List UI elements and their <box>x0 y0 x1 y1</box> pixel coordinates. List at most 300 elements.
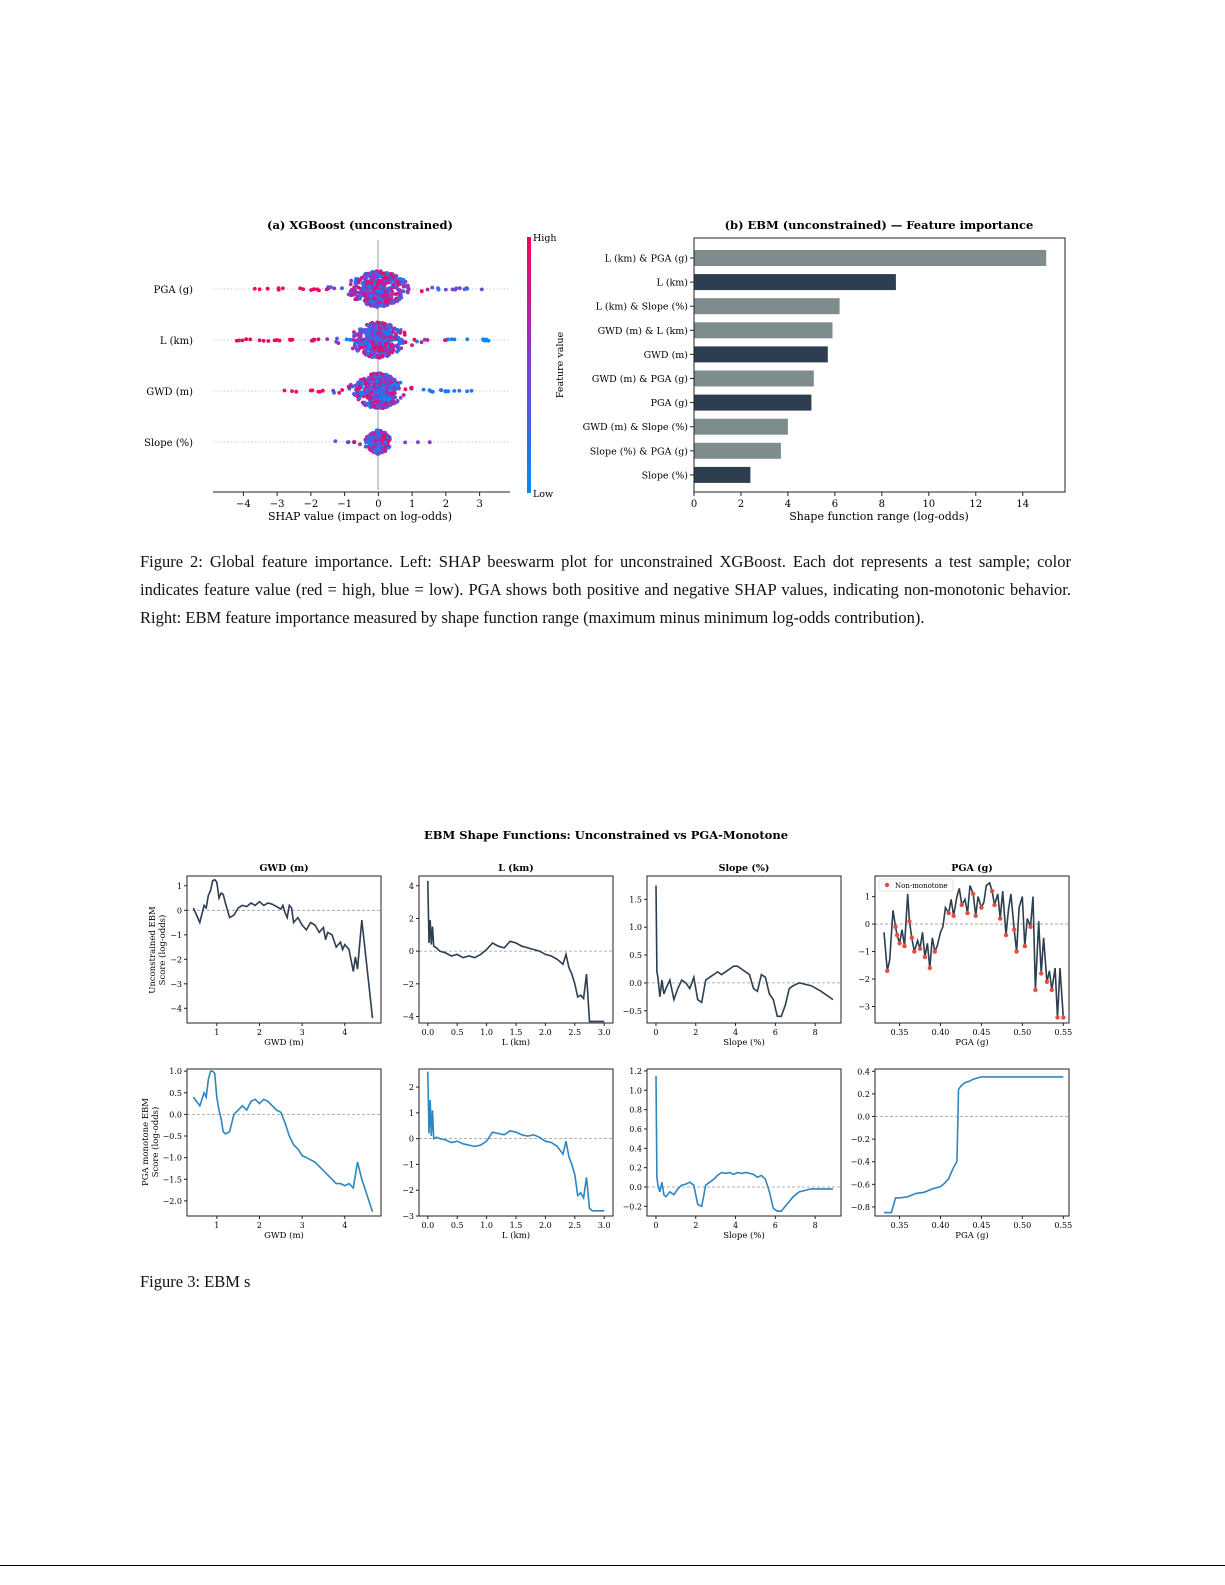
panel-xlabel: GWD (m) <box>264 1231 304 1241</box>
non-monotone-marker <box>928 966 932 970</box>
non-monotone-marker <box>1028 925 1032 929</box>
feature-label: GWD (m) <box>146 387 193 398</box>
figure-2-caption-text: Global feature importance. Left: SHAP beeswarm plot for unconstrained XGBoost. Each dot represents a test sample; color indicates feature value (red = high, blue = low). PGA shows both positive and negative SHAP values, indicating non-monotonic behavior. Right: EBM feature importance measured by shape function range (maximum minus minimum log-odds contribution). <box>140 552 1072 627</box>
shap-dot <box>370 275 374 279</box>
figure-2-caption <box>140 548 1071 632</box>
shap-dot <box>407 286 411 290</box>
importance-category-label: PGA (g) <box>650 398 688 410</box>
shap-dot <box>383 335 387 339</box>
y-tick-label: −2 <box>402 979 414 989</box>
shap-dot <box>379 303 383 307</box>
shap-dot <box>355 383 359 387</box>
shap-dot <box>340 286 344 290</box>
shap-dot <box>368 330 372 334</box>
y-tick-label: −0.8 <box>850 1202 870 1212</box>
y-tick-label: −1 <box>858 947 870 957</box>
y-tick-label: 0.6 <box>629 1124 642 1134</box>
shap-dot <box>376 431 380 435</box>
shap-dot <box>371 323 375 327</box>
shap-dot <box>389 339 393 343</box>
x-tick-label: 2.0 <box>539 1221 552 1230</box>
shape-function-line <box>656 1076 833 1211</box>
shape-panel <box>623 1067 841 1241</box>
x-tick-label: 1.5 <box>509 1221 523 1230</box>
non-monotone-marker <box>947 911 951 915</box>
importance-bars <box>694 250 1046 483</box>
shap-dot <box>389 348 393 352</box>
shap-dot <box>356 332 360 336</box>
x-tick-label: 2 <box>256 1028 263 1037</box>
shap-dot <box>458 286 462 290</box>
shape-panel <box>851 1067 1073 1241</box>
x-tick-label: 1 <box>214 1028 220 1037</box>
shap-dot <box>355 387 359 391</box>
x-tick-label: 6 <box>772 1028 778 1037</box>
shap-dot <box>362 292 366 296</box>
x-tick-label: 0.40 <box>931 1221 950 1230</box>
shap-dot <box>258 338 262 342</box>
feature-label: Slope (%) <box>144 438 193 449</box>
x-tick-label: 0.40 <box>931 1028 950 1037</box>
x-tick-label: 3 <box>299 1028 305 1037</box>
shap-dot <box>372 404 376 408</box>
panel-xlabel: Slope (%) <box>723 1231 765 1241</box>
shap-dot <box>396 384 400 388</box>
x-tick-label: 0.45 <box>972 1028 991 1037</box>
importance-bar <box>694 467 750 483</box>
y-tick-label: 1.0 <box>169 1067 182 1077</box>
importance-bar <box>694 395 811 411</box>
shap-dot <box>383 403 387 407</box>
shap-dot <box>294 390 298 394</box>
shape-function-line <box>428 1072 604 1211</box>
feature-labels <box>144 285 193 449</box>
x-tick-label: 4 <box>732 1028 739 1037</box>
shap-dot <box>384 346 388 350</box>
shap-dot <box>381 282 385 286</box>
y-tick-label: 0.2 <box>629 1163 642 1173</box>
shap-dot <box>349 279 353 283</box>
figure-3-caption <box>140 1268 1071 1296</box>
row2-ylabel-line1: PGA monotone EBM <box>141 1097 151 1187</box>
shap-dot <box>403 333 407 337</box>
non-monotone-marker <box>1050 988 1054 992</box>
shap-dot <box>381 326 385 330</box>
shap-dot <box>309 389 313 393</box>
shap-dot <box>373 346 377 350</box>
shape-panel <box>163 1067 381 1241</box>
shap-dot <box>372 286 376 290</box>
y-tick-label: −0.6 <box>850 1180 870 1190</box>
shap-dot <box>281 286 285 290</box>
shap-dot <box>384 445 388 449</box>
x-tick-label: 0.50 <box>1013 1221 1032 1230</box>
shap-dot <box>358 442 362 446</box>
shap-dot <box>485 338 489 342</box>
shap-dot <box>345 338 349 342</box>
shap-dot <box>367 324 371 328</box>
shap-dot <box>372 372 376 376</box>
y-tick-label: 2 <box>408 914 414 924</box>
shape-panel <box>858 863 1072 1048</box>
non-monotone-marker <box>951 914 955 918</box>
shap-dot <box>347 385 351 389</box>
shap-dot <box>244 337 248 341</box>
shap-dot <box>363 342 367 346</box>
shap-dot <box>399 396 403 400</box>
shap-dot <box>325 337 329 341</box>
y-tick-label: −0.5 <box>162 1132 182 1142</box>
ebm-importance-title: (b) EBM (unconstrained) — Feature importance <box>724 218 1034 232</box>
y-tick-label: 0.4 <box>857 1067 870 1077</box>
x-tick-label: 0 <box>375 499 382 510</box>
importance-category-label: GWD (m) & L (km) <box>597 325 688 337</box>
shap-dot <box>366 281 370 285</box>
shap-dot <box>364 445 368 449</box>
shap-dot <box>400 338 404 342</box>
y-tick-label: 0.4 <box>629 1144 642 1154</box>
panel-title: PGA (g) <box>951 863 993 874</box>
shap-dot <box>362 378 366 382</box>
shap-dot <box>401 282 405 286</box>
panel-xlabel: PGA (g) <box>955 1231 989 1241</box>
non-monotone-marker <box>1033 988 1037 992</box>
shap-dot <box>385 380 389 384</box>
non-monotone-marker <box>923 955 927 959</box>
importance-bar <box>694 419 788 435</box>
shap-dot <box>352 392 356 396</box>
shap-dot <box>389 272 393 276</box>
shape-function-line <box>884 883 1063 1018</box>
shap-dot <box>398 294 402 298</box>
non-monotone-marker <box>1061 1015 1065 1019</box>
shap-dot <box>337 341 341 345</box>
shap-dot <box>395 280 399 284</box>
legend-label: Non-monotone <box>895 882 948 890</box>
y-tick-label: −3 <box>858 1002 870 1012</box>
shap-dot <box>331 389 335 393</box>
x-tick-label: 4 <box>342 1028 348 1037</box>
shap-dot <box>317 390 321 394</box>
shap-dot <box>376 400 380 404</box>
y-tick-label: 0 <box>176 906 182 916</box>
shap-dot <box>387 279 391 283</box>
shap-dot <box>387 324 391 328</box>
non-monotone-marker <box>1023 944 1027 948</box>
x-tick-label: 1 <box>408 499 416 510</box>
shap-dot <box>340 388 344 392</box>
x-tick-label: 0.5 <box>450 1221 464 1230</box>
shap-dot <box>388 388 392 392</box>
beeswarm-dots <box>235 269 490 456</box>
panel-frame <box>647 876 841 1023</box>
shap-dot <box>367 290 371 294</box>
x-tick-label: 1.0 <box>480 1028 493 1037</box>
shap-dot <box>420 340 424 344</box>
figure-2 <box>0 200 1225 540</box>
shap-dot <box>384 386 388 390</box>
shap-dot <box>403 441 407 445</box>
colorbar-high-label: High <box>533 233 557 244</box>
shap-dot <box>381 272 385 276</box>
shap-dot <box>393 378 397 382</box>
x-tick-label: 2.0 <box>539 1028 552 1037</box>
shap-dot <box>332 287 336 291</box>
shap-dot <box>394 337 398 341</box>
shap-dot <box>396 330 400 334</box>
row1-ylabel-line1: Unconstrained EBM <box>148 906 158 994</box>
shap-dot <box>480 288 484 292</box>
importance-category-label: L (km) <box>656 277 688 289</box>
x-tick-label: 10 <box>922 499 936 510</box>
y-tick-label: 0.5 <box>629 951 642 961</box>
shap-beeswarm-panel <box>144 218 566 523</box>
shap-dot <box>380 451 384 455</box>
x-tick-label: 0.35 <box>890 1028 909 1037</box>
shap-dot <box>379 337 383 341</box>
importance-bar <box>694 274 896 290</box>
shap-dot <box>465 389 469 393</box>
shap-dot <box>422 388 426 392</box>
x-tick-label: −2 <box>303 499 319 510</box>
shap-dot <box>431 390 435 394</box>
shap-dot <box>347 440 351 444</box>
importance-category-label: GWD (m) & PGA (g) <box>591 374 688 385</box>
shap-dot <box>374 376 378 380</box>
y-tick-label: 0.8 <box>629 1105 642 1115</box>
x-tick-label: 3 <box>476 499 483 510</box>
panel-frame <box>875 1069 1069 1216</box>
y-tick-label: 0.0 <box>629 978 642 988</box>
x-tick-label: 6 <box>772 1221 778 1230</box>
x-tick-label: 8 <box>812 1028 818 1037</box>
shap-dot <box>453 338 457 342</box>
y-tick-label: 0.5 <box>169 1088 182 1098</box>
y-tick-label: −1.5 <box>162 1175 182 1185</box>
shap-dot <box>258 287 262 291</box>
shap-dot <box>428 440 432 444</box>
x-tick-label: 2 <box>693 1221 699 1230</box>
shap-dot <box>391 276 395 280</box>
y-tick-label: −0.5 <box>622 1006 642 1016</box>
shap-dot <box>360 382 364 386</box>
x-tick-label: 6 <box>831 499 839 510</box>
x-tick-label: 2 <box>737 499 745 510</box>
importance-bar <box>694 322 833 338</box>
shap-dot <box>402 278 406 282</box>
shap-dot <box>309 288 313 292</box>
shap-dot <box>402 393 406 397</box>
shap-dot <box>368 435 372 439</box>
shap-dot <box>321 389 325 393</box>
non-monotone-marker <box>910 936 914 940</box>
shap-dot <box>375 273 379 277</box>
y-tick-label: −0.2 <box>622 1202 642 1212</box>
y-tick-label: −2 <box>402 1186 414 1196</box>
shap-dot <box>390 392 394 396</box>
y-tick-label: −1 <box>402 1160 414 1170</box>
y-tick-label: −3 <box>170 979 182 989</box>
importance-category-label: Slope (%) & PGA (g) <box>589 446 688 458</box>
non-monotone-marker <box>897 941 901 945</box>
importance-bar <box>694 346 828 362</box>
shap-dot <box>277 288 281 292</box>
non-monotone-marker <box>1039 971 1043 975</box>
y-tick-label: 0.0 <box>629 1182 642 1192</box>
non-monotone-marker <box>1045 980 1049 984</box>
shap-dot <box>361 282 365 286</box>
shap-dot <box>349 282 353 286</box>
shape-panel <box>170 863 381 1048</box>
shap-dot <box>396 299 400 303</box>
shap-dot <box>361 401 365 405</box>
shap-dot <box>377 279 381 283</box>
panel-xlabel: GWD (m) <box>264 1038 304 1048</box>
shap-dot <box>366 339 370 343</box>
x-axis-ticks <box>236 492 483 510</box>
y-tick-label: 1 <box>408 1108 414 1118</box>
non-monotone-marker <box>990 889 994 893</box>
colorbar-low-label: Low <box>533 489 554 500</box>
shap-dot <box>360 329 364 333</box>
x-tick-label: 0.0 <box>421 1221 435 1230</box>
figure-3 <box>0 820 1225 1250</box>
shap-dot <box>406 291 410 295</box>
shap-plot-title: (a) XGBoost (unconstrained) <box>267 218 453 232</box>
shap-dot <box>235 339 239 343</box>
shap-dot <box>366 396 370 400</box>
y-tick-label: −3 <box>402 1212 414 1221</box>
shap-dot <box>359 346 363 350</box>
row1-ylabel-line2: Score (log-odds) <box>158 914 168 986</box>
shap-dot <box>358 397 362 401</box>
y-tick-label: 0 <box>864 920 870 930</box>
x-tick-label: 0 <box>653 1028 659 1037</box>
x-tick-label: 0.50 <box>1013 1028 1032 1037</box>
x-tick-label: 2.5 <box>568 1221 582 1230</box>
shap-dot <box>384 289 388 293</box>
shap-dot <box>398 341 402 345</box>
shape-panel <box>623 863 841 1048</box>
importance-category-label: L (km) & Slope (%) <box>595 301 688 313</box>
shap-dot <box>390 293 394 297</box>
non-monotone-marker <box>907 919 911 923</box>
x-tick-label: 8 <box>812 1221 818 1230</box>
shap-dot <box>379 381 383 385</box>
shap-dot <box>380 287 384 291</box>
shap-dot <box>376 289 380 293</box>
shap-dot <box>335 337 339 341</box>
shap-dot <box>266 339 270 343</box>
shap-dot <box>384 398 388 402</box>
shap-dot <box>358 297 362 301</box>
shap-dot <box>317 337 321 341</box>
shap-dot <box>382 376 386 380</box>
y-tick-label: −0.4 <box>850 1157 870 1167</box>
shap-dot <box>389 300 393 304</box>
shap-dot <box>266 287 270 291</box>
beeswarm-gridlines <box>213 289 510 442</box>
shap-dot <box>357 336 361 340</box>
panel-frame <box>419 876 613 1023</box>
shape-function-line <box>193 880 372 1018</box>
shap-dot <box>415 340 419 344</box>
shap-dot <box>290 389 294 393</box>
x-tick-label: 8 <box>878 499 886 510</box>
shap-dot <box>393 395 397 399</box>
y-tick-label: −1 <box>170 930 182 940</box>
non-monotone-marker <box>992 903 996 907</box>
shape-function-line <box>884 1077 1063 1213</box>
shap-dot <box>373 450 377 454</box>
shap-dot <box>369 295 373 299</box>
x-tick-label: 2 <box>256 1221 263 1230</box>
shap-dot <box>373 340 377 344</box>
non-monotone-marker <box>960 903 964 907</box>
page-bottom-rule <box>0 1565 1225 1566</box>
shap-dot <box>390 287 394 291</box>
x-tick-label: 3.0 <box>597 1028 611 1037</box>
shap-dot <box>370 340 374 344</box>
y-tick-label: −2 <box>170 955 182 965</box>
shap-dot <box>410 343 414 347</box>
non-monotone-marker <box>918 947 922 951</box>
panel-xlabel: L (km) <box>501 1231 531 1241</box>
feature-label: L (km) <box>159 336 193 347</box>
non-monotone-marker <box>965 911 969 915</box>
x-tick-label: 2 <box>442 499 450 510</box>
x-tick-label: 2 <box>693 1028 699 1037</box>
shap-dot <box>436 286 440 290</box>
shap-dot <box>359 391 363 395</box>
shap-dot <box>350 288 354 292</box>
y-tick-label: 1.2 <box>629 1066 642 1076</box>
shap-dot <box>365 402 369 406</box>
shap-dot <box>375 379 379 383</box>
shap-dot <box>374 337 378 341</box>
panel-frame <box>187 876 381 1023</box>
shap-dot <box>452 389 456 393</box>
non-monotone-marker <box>971 892 975 896</box>
ebm-importance-panel <box>583 218 1065 523</box>
shap-dot <box>377 322 381 326</box>
x-tick-label: 3 <box>299 1221 305 1230</box>
figure-2-label: Figure 2: <box>140 552 203 571</box>
x-tick-label: 0.5 <box>450 1028 464 1037</box>
shape-function-panels <box>163 863 1073 1241</box>
panel-xlabel: L (km) <box>501 1038 531 1048</box>
shap-dot <box>430 286 434 290</box>
shap-dot <box>463 287 467 291</box>
shap-dot <box>353 343 357 347</box>
shap-dot <box>397 347 401 351</box>
shap-dot <box>388 384 392 388</box>
importance-bar <box>694 443 781 459</box>
shap-dot <box>444 389 448 393</box>
y-tick-label: 1.5 <box>629 895 642 905</box>
shap-dot <box>364 381 368 385</box>
shap-dot <box>301 287 305 291</box>
shap-dot <box>381 348 385 352</box>
y-tick-label: 4 <box>408 881 414 891</box>
non-monotone-marker <box>998 916 1002 920</box>
non-monotone-marker <box>893 925 897 929</box>
shap-dot <box>354 284 358 288</box>
panel-title: GWD (m) <box>259 863 309 874</box>
shap-dot <box>399 381 403 385</box>
shap-dot <box>392 327 396 331</box>
shap-dot <box>326 285 330 289</box>
